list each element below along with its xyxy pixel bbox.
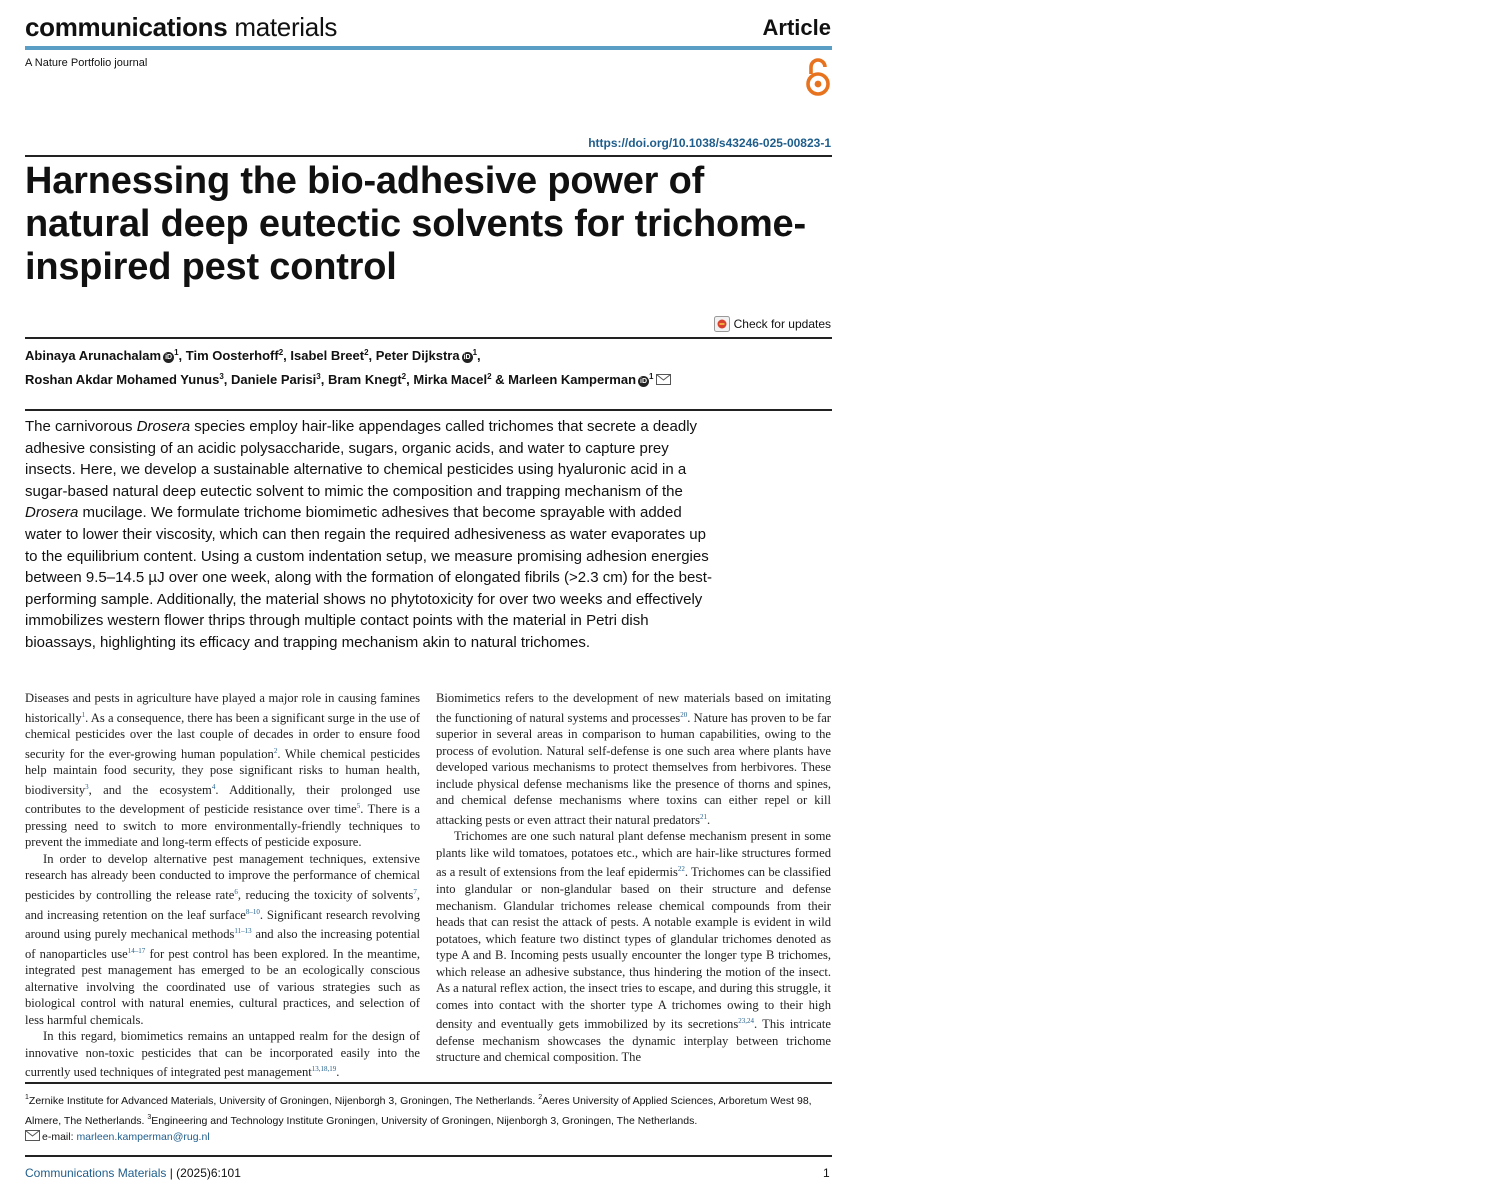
author[interactable]: Isabel Breet$^2$,	[290, 348, 376, 363]
citation-ref[interactable]: 13,18,19	[311, 1065, 337, 1074]
authors-rule	[25, 337, 832, 339]
page-number: 1	[823, 1166, 830, 1180]
check-updates-icon	[714, 316, 730, 332]
body-column-left	[25, 690, 420, 1081]
citation-ref[interactable]: 5	[356, 802, 361, 811]
mail-icon	[25, 1130, 40, 1141]
body-paragraph: In order to develop alternative pest management techniques, extensive research has already been conducted to improve the performance of chemical pesticides by controlling the release rate$^6$, reducing the toxicity of solvents$^7$, and increasing retention on the leaf surface$^{8-10}$. Significant research revolving around using purely mechanical methods$^{11-13}$ and also the increasing potential of nanoparticles use$^{14-17}$ for pest control has been explored. In the meantime, integrated pest management has emerged to be an ecologically conscious alternative involving the coordinated use of various strategies such as biological control with natural enemies, cultural practices, and selection of less harmful chemicals.	[25, 851, 420, 1027]
citation-ref[interactable]: 11–13	[234, 927, 252, 936]
email-link[interactable]: marleen.kamperman@rug.nl	[76, 1131, 210, 1143]
author[interactable]: Peter Dijkstra $iD^1$,	[375, 348, 481, 363]
body-paragraph: In this regard, biomimetics remains an untapped realm for the design of innovative non-toxic pesticides that can be incorporated easily into the currently used techniques of integrated pest management$^{13,18,19}$.	[25, 1029, 420, 1080]
citation-ref[interactable]: 14–17	[127, 946, 146, 955]
author[interactable]: Daniele Parisi$^3$,	[231, 372, 328, 387]
doi-link[interactable]: https://doi.org/10.1038/s43246-025-00823-1	[588, 136, 831, 150]
citation-ref[interactable]: 6	[234, 888, 238, 897]
author[interactable]: Tim Oosterhoff$^2$,	[185, 348, 291, 363]
journal-name-bold: communications	[25, 12, 228, 42]
portfolio-tagline: A Nature Portfolio journal	[25, 57, 148, 69]
footer-journal-link[interactable]: Communications Materials	[25, 1166, 167, 1180]
title-rule	[25, 155, 832, 157]
journal-name-light: materials	[234, 12, 338, 42]
citation-ref[interactable]: 2	[273, 746, 278, 755]
citation-ref[interactable]: 23,24	[738, 1017, 754, 1026]
orcid-icon[interactable]: iD	[463, 354, 471, 361]
author[interactable]: Mirka Macel$^2$ &	[413, 372, 509, 387]
abstract: The carnivorous Drosera species employ hair-like appendages called trichomes that secrete a deadly adhesive consisting of an acidic polysaccharide, sugars, organic acids, and water to capture prey insects. Here, we develop a sustainable alternative to chemical pesticides using hyaluronic acid in a sugar-based natural deep eutectic solvent to mimic the composition and trapping mechanism of the Drosera mucilage. We formulate trichome biomimetic adhesives that become sprayable with added water to lower their viscosity, which can then regain the required adhesiveness as water evaporates up to the equilibrium content. Using a custom indentation setup, we measure promising adhesion energies between 9.5–14.5 µJ over one week, along with the formation of elongated fibrils (>2.3 cm) for the best-performing sample. Additionally, the material shows no phytotoxicity for over two weeks and effectively immobilizes western flower thrips through multiple contact points with the material in Petri dish bioassays, highlighting its efficacy and trapping mechanism akin to natural trichomes.	[25, 418, 712, 651]
author[interactable]: Roshan Akdar Mohamed Yunus$^3$,	[25, 372, 232, 387]
body-paragraph: Trichomes are one such natural plant defense mechanism present in some plants like wild tomatoes, potatoes etc., which are hair-like structures formed as a result of extensions from the leaf epidermis$^{22}$. Trichomes can be classified into glandular or non-glandular based on their structure and defense mechanism. Glandular trichomes release chemical compounds from their heads that can resist the attack of pests. A notable example is evident in wild potatoes, which feature two distinct types of glandular trichomes denoted as type A and B. Incoming pests usually encounter the longer type B trichomes, which release an adhesive substance, thus hindering the motion of the insect. As a natural reflex action, the insect tries to escape, and during this struggle, it comes into contact with the shorter type A trichomes owing to their high density and eventually gets immobilized by its secretions$^{23,24}$. This intricate defense mechanism showcases the dynamic interplay between trichome structure and chemical composition. The	[436, 829, 831, 1065]
citation-ref[interactable]: 8–10	[245, 907, 260, 916]
footer-citation: Communications Materials | (2025)6:101	[25, 1166, 241, 1180]
orcid-icon[interactable]: iD	[640, 378, 648, 385]
author[interactable]: Abinaya Arunachalam $iD^1$,	[25, 348, 186, 363]
citation-ref[interactable]: 4	[211, 782, 216, 791]
author[interactable]: Bram Knegt$^2$,	[327, 372, 414, 387]
citation-ref[interactable]: 20	[680, 710, 688, 719]
open-access-icon	[803, 56, 833, 98]
email-label: e-mail:	[42, 1131, 77, 1143]
masthead	[25, 12, 831, 48]
footnote-rule	[25, 1082, 832, 1084]
article-type: Article	[762, 15, 831, 40]
check-updates-label: Check for updates	[733, 317, 831, 331]
header-rule	[25, 46, 832, 50]
citation-ref[interactable]: 7	[413, 888, 417, 897]
abstract-rule	[25, 409, 832, 411]
mail-icon[interactable]	[656, 374, 671, 385]
citation-ref[interactable]: 3	[85, 782, 89, 791]
affiliations: $^1$Zernike Institute for Advanced Materials, University of Groningen, Nijenborgh 3, Groningen, The Netherlands. $^2$Aeres University of Applied Sciences, Arboretum West 98, Almere, The Netherlands. $^3$Engineering and Technology Institute Groningen, University of Groningen, Nijenborgh 3, Groningen, The Netherlands. e-mail: marleen.kamperman@rug.nl	[25, 1094, 812, 1143]
author-list	[25, 342, 825, 390]
citation-ref[interactable]: 21	[700, 812, 708, 821]
citation-ref[interactable]: 1	[81, 710, 86, 719]
citation-ref[interactable]: 22	[677, 865, 685, 874]
orcid-icon[interactable]: iD	[165, 354, 173, 361]
journal-name[interactable]	[25, 12, 337, 43]
footer-rule	[25, 1155, 832, 1157]
check-for-updates[interactable]	[714, 316, 831, 332]
body-paragraph: Diseases and pests in agriculture have played a major role in causing famines historically$^1$. As a consequence, there has been a significant surge in the use of chemical pesticides over the last couple of decades in order to ensure food security for the ever-growing human population$^2$. While chemical pesticides help maintain food security, they pose significant risks to human health, biodiversity$^3$, and the ecosystem$^4$. Additionally, their prolonged use contributes to the development of pesticide resistance over time$^5$. There is a pressing need to switch to more environmentally-friendly techniques to prevent the immediate and long-term effects of pesticide exposure.	[25, 691, 421, 850]
author[interactable]: Marleen Kamperman $iD^1$	[508, 372, 654, 387]
body-column-right	[436, 690, 831, 1066]
body-paragraph: Biomimetics refers to the development of new materials based on imitating the functioning of natural systems and processes$^{20}$. Nature has proven to be far superior in several areas in comparison to human capabilities, owing to the process of evolution. Natural self-defense is one such area where plants have developed various mechanisms to protect themselves from herbivores. These include physical defense mechanisms like the presence of thorns and spines, and chemical defense mechanisms where toxins can either repel or kill attacking pests or even attract their natural predators$^{21}$.	[436, 691, 831, 827]
article-title: Harnessing the bio-adhesive power of natural deep eutectic solvents for trichome-inspired pest control	[25, 160, 806, 288]
